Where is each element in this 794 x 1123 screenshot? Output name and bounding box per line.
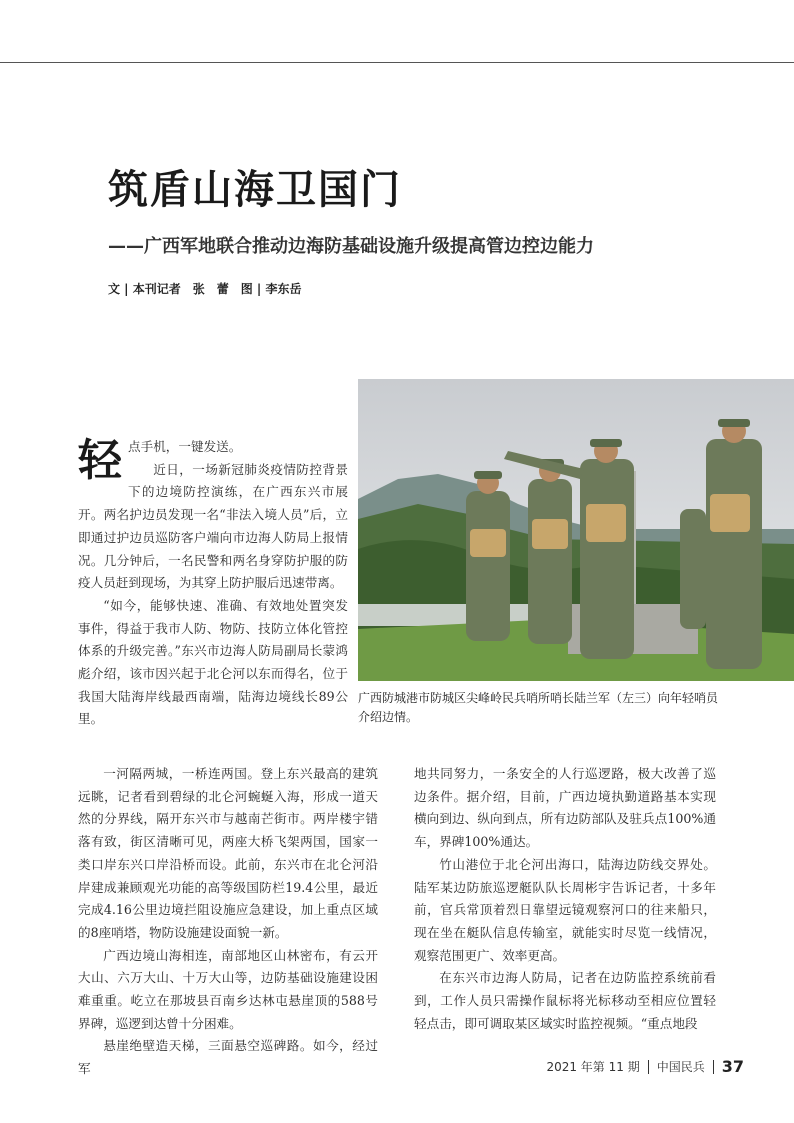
paragraph-9: 在东兴市边海人防局，记者在边防监控系统前看到，工作人员只需操作鼠标将光标移动至相应位置轻轻点击，即可调取某区域实时监控视频。“重点地段 [414, 970, 716, 1031]
paragraph-4: 一河隔两城，一桥连两国。登上东兴最高的建筑远眺，记者看到碧绿的北仑河蜿蜒入海，形成一道天然的分界线，隔开东兴市与越南芒街市。两岸楼宇错落有致，街区清晰可见，两座大桥飞架两国，国家一类口岸东兴口岸沿桥而设。此前，东兴市在北仑河沿岸建成兼顾观光功能的高等级国防栏19.4公里，最近完成4.16公里边境拦阻设施应急建设，加上重点区域的8座哨塔，物防设施建设面貌一新。 [78, 766, 378, 940]
photo-caption: 广西防城港市防城区尖峰岭民兵哨所哨长陆兰军（左三）向年轻哨员介绍边情。 [358, 691, 719, 724]
paragraph-6: 悬崖绝壁造天梯，三面悬空巡碑路。如今，经过军 [78, 1038, 378, 1077]
footer-divider [713, 1060, 714, 1074]
magazine-name: 中国民兵 [656, 1060, 705, 1074]
soldiers-photo-illustration [358, 379, 794, 681]
drop-cap: 轻 [78, 435, 122, 486]
footer-divider [648, 1060, 649, 1074]
page-number: 37 [721, 1057, 744, 1076]
page-footer [546, 1057, 744, 1076]
article-title: 筑盾山海卫国门 [108, 167, 402, 213]
paragraph-5: 广西边境山海相连，南部地区山林密布，有云开大山、六万大山、十万大山等，边防基础设施建设困难重重。屹立在那坡县百南乡达林屯悬崖顶的588号界碑，巡逻到达曾十分困难。 [78, 947, 378, 1031]
paragraph-3: “如今，能够快速、准确、有效地处置突发事件，得益于我市人防、物防、技防立体化管控体系的升级完善。”东兴市边海人防局副局长蒙鸿彪介绍，该市因兴起于北仑河以东而得名，位于我国大陆海岸线最西南端，陆海边境线长89公里。 [78, 597, 348, 727]
paragraph-1: 点手机，一键发送。 [128, 439, 242, 454]
header-rule [0, 62, 794, 63]
body-column-right [414, 763, 716, 1035]
article-subtitle: ——广西军地联合推动边海防基础设施升级提高管边控边能力 [108, 236, 594, 257]
article-byline: 文 | 本刊记者 张 蕾 图 | 李东岳 [108, 282, 302, 296]
body-column-left-top [78, 436, 348, 731]
article-photo [358, 379, 794, 681]
paragraph-8: 竹山港位于北仑河出海口，陆海边防线交界处。陆军某边防旅巡逻艇队队长周彬宇告诉记者，十多年前，官兵常顶着烈日靠望远镜观察河口的往来船只，现在坐在艇队信息传输室，就能实时尽览一线情况，观察范围更广、效率更高。 [414, 856, 716, 963]
issue-label: 2021 年第 11 期 [546, 1060, 640, 1074]
paragraph-2: 近日，一场新冠肺炎疫情防控背景下的边境防控演练，在广西东兴市展开。两名护边员发现一名“非法入境人员”后，立即通过护边员巡防客户端向市边海人防局上报情况。几分钟后，一名民警和两名身穿防护服的防疫人员赶到现场，为其穿上防护服后迅速带离。 [78, 461, 348, 591]
paragraph-7: 地共同努力，一条安全的人行巡逻路，极大改善了巡边条件。据介绍，目前，广西边境执勤道路基本实现横向到边、纵向到点，所有边防部队及驻兵点100%通车，界碑100%通达。 [414, 766, 716, 850]
body-column-left-bottom [78, 763, 378, 1081]
